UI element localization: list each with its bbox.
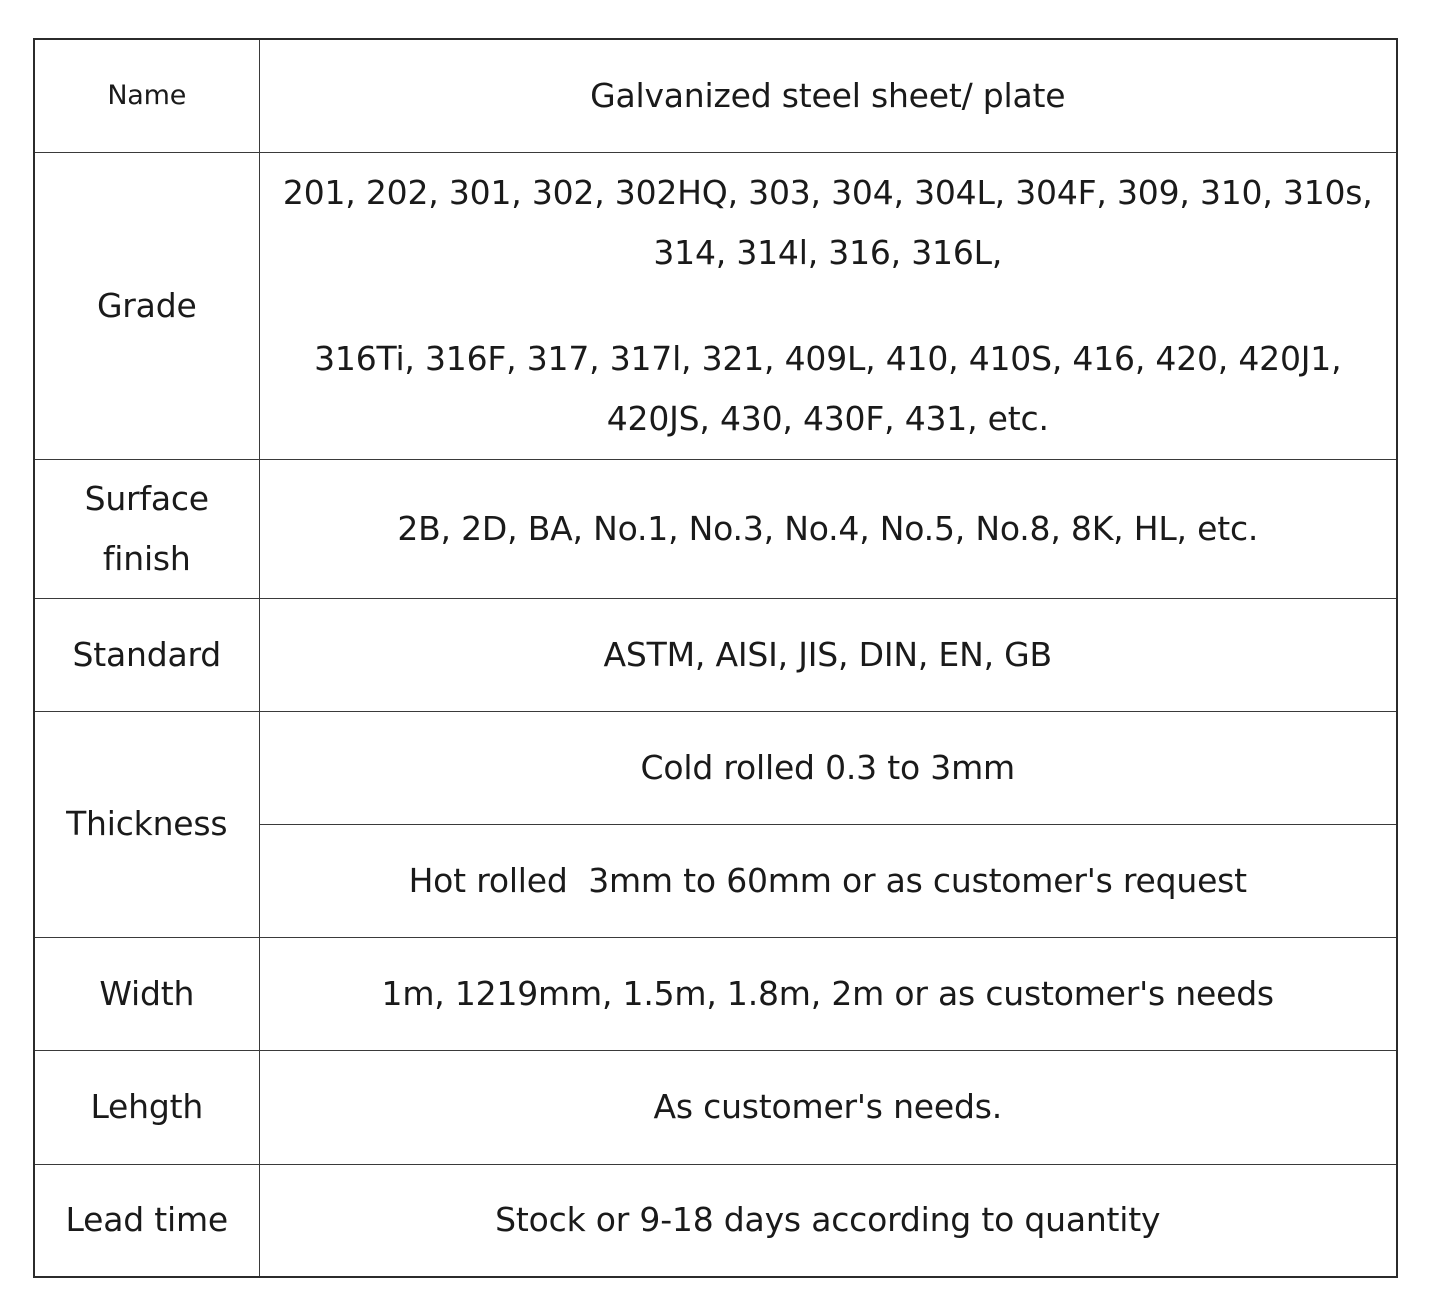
grade-line-2: 316Ti, 316F, 317, 317l, 321, 409L, 410, 410S, 416, 420, 420J1, 420JS, 430, 430F, 431, etc. [314, 338, 1342, 438]
value-thickness-cold: Cold rolled 0.3 to 3mm [259, 711, 1397, 824]
row-width [34, 937, 1397, 1050]
value-surface-finish: 2B, 2D, BA, No.1, No.3, No.4, No.5, No.8, 8K, HL, etc. [259, 459, 1397, 598]
value-thickness-hot: Hot rolled 3mm to 60mm or as customer's request [259, 824, 1397, 937]
value-name: Galvanized steel sheet/ plate [259, 39, 1397, 152]
label-length: Lehgth [34, 1050, 259, 1164]
grade-line-1: 201, 202, 301, 302, 302HQ, 303, 304, 304L, 304F, 309, 310, 310s, 314, 314l, 316, 316L, [282, 172, 1373, 272]
value-width: 1m, 1219mm, 1.5m, 1.8m, 2m or as customer's needs [259, 937, 1397, 1050]
row-name [34, 39, 1397, 152]
row-length [34, 1050, 1397, 1164]
row-thickness-cold [34, 711, 1397, 824]
label-surface-finish: Surface finish [34, 459, 259, 598]
value-grade [259, 152, 1397, 459]
value-length: As customer's needs. [259, 1050, 1397, 1164]
label-lead-time: Lead time [34, 1164, 259, 1277]
value-lead-time: Stock or 9-18 days according to quantity [259, 1164, 1397, 1277]
row-lead-time [34, 1164, 1397, 1277]
label-width: Width [34, 937, 259, 1050]
row-standard [34, 598, 1397, 711]
label-name: Name [34, 39, 259, 152]
row-grade [34, 152, 1397, 459]
spec-table [33, 38, 1398, 1278]
row-surface-finish [34, 459, 1397, 598]
label-grade: Grade [34, 152, 259, 459]
label-thickness: Thickness [34, 711, 259, 937]
grade-gap [280, 283, 1377, 329]
value-standard: ASTM, AISI, JIS, DIN, EN, GB [259, 598, 1397, 711]
label-standard: Standard [34, 598, 259, 711]
